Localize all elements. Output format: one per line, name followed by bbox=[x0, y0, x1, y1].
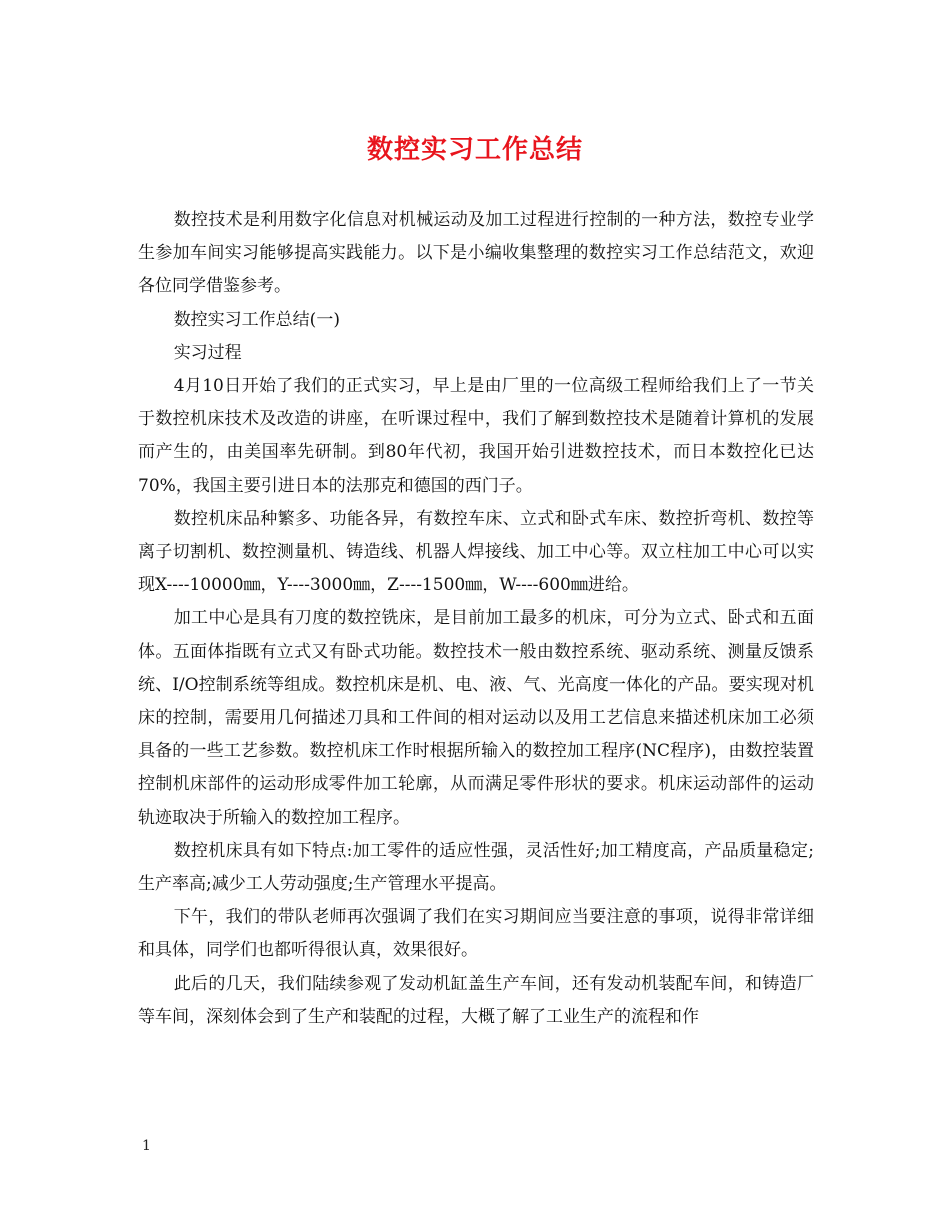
paragraph: 数控机床品种繁多、功能各异，有数控车床、立式和卧式车床、数控折弯机、数控等离子切割机、数控测量机、铸造线、机器人焊接线、加工中心等。双立柱加工中心可以实现X----10000㎜，Y----3000㎜，Z----1500㎜，W----600㎜进给。 bbox=[138, 508, 814, 596]
page-number: 1 bbox=[142, 1138, 151, 1154]
paragraph: 下午，我们的带队老师再次强调了我们在实习期间应当要注意的事项，说得非常详细和具体，同学们也都听得很认真，效果很好。 bbox=[138, 907, 814, 961]
paragraph: 此后的几天，我们陆续参观了发动机缸盖生产车间，还有发动机装配车间，和铸造厂等车间，深刻体会到了生产和装配的过程，大概了解了工业生产的流程和作 bbox=[138, 973, 814, 1027]
paragraph: 4月10日开始了我们的正式实习，早上是由厂里的一位高级工程师给我们上了一节关于数控机床技术及改造的讲座，在听课过程中，我们了解到数控技术是随着计算机的发展而产生的，由美国率先研制。到80年代初，我国开始引进数控技术，而日本数控化已达70%，我国主要引进日本的法那克和德国的西门子。 bbox=[138, 376, 814, 496]
paragraph: 数控机床具有如下特点:加工零件的适应性强，灵活性好;加工精度高，产品质量稳定;生产率高;减少工人劳动强度;生产管理水平提高。 bbox=[138, 840, 814, 895]
paragraph-intro: 数控技术是利用数字化信息对机械运动及加工过程进行控制的一种方法，数控专业学生参加车间实习能够提高实践能力。以下是小编收集整理的数控实习工作总结范文，欢迎各位同学借鉴参考。 bbox=[138, 210, 814, 297]
paragraph: 加工中心是具有刀度的数控铣床，是目前加工最多的机床，可分为立式、卧式和五面体。五面体指既有立式又有卧式功能。数控技术一般由数控系统、驱动系统、测量反馈系统、I/O控制系统等组成。数控机床是机、电、液、气、光高度一体化的产品。要实现对机床的控制，需要用几何描述刀具和工件间的相对运动以及用工艺信息来描述机床加工必须具备的一些工艺参数。数控机床工作时根据所输入的数控加工程序(NC程序)，由数控装置控制机床部件的运动形成零件加工轮廓，从而满足零件形状的要求。机床运动部件的运动轨迹取决于所输入的数控加工程序。 bbox=[138, 608, 814, 828]
section-heading: 数控实习工作总结(一) bbox=[173, 309, 340, 330]
page-title: 数控实习工作总结 bbox=[366, 135, 583, 165]
document-body bbox=[138, 204, 814, 1034]
subsection-heading: 实习过程 bbox=[173, 342, 242, 363]
